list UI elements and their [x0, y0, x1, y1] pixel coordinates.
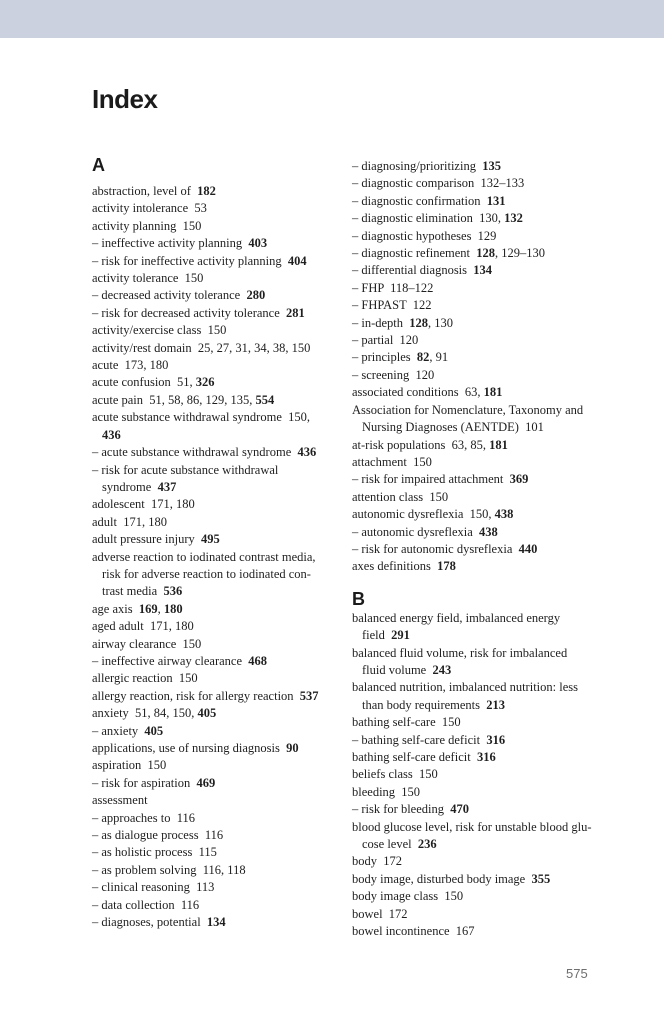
page-ref-bold: 316 — [486, 732, 506, 747]
index-entry — [352, 836, 616, 853]
index-entry — [352, 297, 616, 314]
index-entry — [92, 601, 348, 618]
index-entry — [352, 419, 616, 436]
index-entry — [92, 183, 348, 200]
index-entry — [92, 253, 348, 270]
page-ref-bold: 436 — [297, 445, 317, 460]
entry-text: bleeding 150 — [352, 784, 421, 799]
entry-text: adolescent 171, 180 — [92, 497, 195, 512]
index-entry — [352, 732, 616, 749]
index-entry — [92, 740, 348, 757]
entry-text: , 129–130 — [495, 246, 546, 261]
page-ref-bold: 403 — [248, 236, 268, 251]
page-ref-bold: 537 — [299, 688, 319, 703]
index-entry — [92, 757, 348, 774]
entry-text: assessment — [92, 793, 148, 808]
entry-text: – as holistic process 115 — [92, 845, 217, 860]
index-entry — [352, 871, 616, 888]
index-entry — [92, 235, 348, 252]
entry-text: acute 173, 180 — [92, 358, 169, 373]
index-entry — [92, 549, 348, 566]
entry-text: , 91 — [429, 350, 449, 365]
entry-text: bowel 172 — [352, 906, 408, 921]
page-ref-bold: 291 — [391, 628, 410, 643]
page-ref-bold: 436 — [102, 427, 121, 442]
entry-text: – in-depth — [352, 315, 410, 330]
entry-text: airway clearance 150 — [92, 636, 202, 651]
entry-text: bathing self-care 150 — [352, 715, 461, 730]
index-entry — [352, 245, 616, 262]
index-entry — [92, 531, 348, 548]
entry-text: – diagnoses, potential — [92, 915, 207, 930]
page-ref-bold: 495 — [201, 532, 220, 547]
page-ref-bold: 281 — [286, 305, 305, 320]
index-entry — [352, 888, 616, 905]
index-entry — [92, 723, 348, 740]
index-entry — [352, 193, 616, 210]
right-column — [352, 158, 616, 940]
entry-text: axes definitions — [352, 559, 438, 574]
index-entry — [352, 158, 616, 175]
entry-text: – acute substance withdrawal syndrome — [92, 445, 298, 460]
page-ref-bold: 236 — [417, 837, 437, 852]
index-entry — [92, 636, 348, 653]
entry-text: aged adult 171, 180 — [92, 619, 194, 634]
index-entry — [352, 853, 616, 870]
index-entry — [92, 479, 348, 496]
page-ref-bold: 468 — [248, 653, 268, 668]
page-title: Index — [92, 84, 158, 114]
entry-text: activity intolerance 53 — [92, 201, 207, 216]
index-entry — [92, 270, 348, 287]
entry-text: – diagnosing/prioritizing — [352, 159, 483, 173]
entry-text: blood glucose level, risk for unstable blood glu- — [352, 819, 592, 834]
page-ref-bold: 134 — [206, 915, 226, 930]
entry-text: activity/exercise class 150 — [92, 323, 227, 338]
index-entry — [92, 670, 348, 687]
right-column-entries-bottom — [352, 610, 616, 941]
page-ref-bold: 438 — [494, 507, 514, 522]
entry-text: – risk for acute substance withdrawal — [92, 462, 279, 477]
entry-text: – diagnostic refinement — [352, 246, 477, 261]
entry-text: syndrome — [102, 479, 158, 494]
index-entry — [352, 228, 616, 245]
page-ref-bold: 128 — [409, 315, 429, 330]
index-entry — [352, 645, 616, 662]
page-ref-bold: 554 — [255, 392, 275, 407]
entry-text: trast media — [102, 584, 164, 599]
index-entry — [352, 367, 616, 384]
page-ref-bold: 134 — [473, 263, 493, 278]
index-entry — [352, 697, 616, 714]
page-ref-bold: 181 — [489, 437, 508, 452]
page-ref-bold: 182 — [197, 184, 216, 198]
entry-text: , 130 — [428, 315, 454, 330]
entry-text: Nursing Diagnoses (AENTDE) 101 — [362, 420, 544, 435]
index-entry — [352, 524, 616, 541]
entry-text: beliefs class 150 — [352, 767, 438, 782]
index-entry — [92, 374, 348, 391]
left-column-entries — [92, 183, 348, 931]
entry-text: – risk for ineffective activity planning — [92, 253, 288, 268]
entry-text: attachment 150 — [352, 454, 432, 469]
entry-text: bathing self-care deficit — [352, 750, 477, 764]
index-entry — [92, 392, 348, 409]
entry-text: associated conditions 63, — [352, 385, 484, 400]
entry-text: – decreased activity tolerance — [92, 288, 247, 303]
page-ref-bold: 438 — [479, 524, 498, 539]
entry-text: attention class 150 — [352, 489, 449, 504]
page-number: 575 — [566, 966, 588, 981]
entry-text: adult pressure injury — [92, 532, 202, 547]
index-entry — [352, 679, 616, 696]
entry-text: at-risk populations 63, 85, — [352, 437, 490, 452]
right-column-entries-top — [352, 158, 616, 576]
entry-text: – diagnostic confirmation — [352, 193, 487, 208]
index-entry — [92, 218, 348, 235]
index-entry — [352, 610, 616, 627]
index-entry — [352, 541, 616, 558]
page-ref-bold: 82 — [416, 350, 430, 365]
index-entry — [92, 357, 348, 374]
entry-text: cose level — [362, 837, 418, 852]
index-entry — [92, 583, 348, 600]
entry-text: – autonomic dysreflexia — [352, 524, 480, 539]
page-ref-bold: 132 — [504, 211, 523, 226]
entry-text: allergy reaction, risk for allergy reaction — [92, 688, 300, 703]
index-entry — [92, 305, 348, 322]
page-ref-bold: 405 — [144, 723, 164, 738]
index-entry — [92, 340, 348, 357]
index-entry — [352, 175, 616, 192]
index-entry — [92, 705, 348, 722]
index-entry — [352, 315, 616, 332]
index-entry — [352, 262, 616, 279]
entry-text: – risk for impaired attachment — [352, 472, 510, 487]
index-entry — [92, 496, 348, 513]
entry-text: – ineffective airway clearance — [92, 653, 249, 668]
entry-text: balanced fluid volume, risk for imbalanced — [352, 645, 568, 660]
entry-text: – diagnostic hypotheses 129 — [352, 228, 497, 243]
left-column — [92, 155, 348, 931]
index-entry — [92, 862, 348, 879]
entry-text: anxiety 51, 84, 150, — [92, 706, 198, 721]
entry-text: applications, use of nursing diagnosis — [92, 741, 287, 755]
index-entry — [352, 437, 616, 454]
page-ref-bold: 213 — [486, 697, 506, 712]
index-entry — [352, 332, 616, 349]
entry-text: risk for adverse reaction to iodinated con- — [102, 566, 311, 581]
index-entry — [92, 879, 348, 896]
entry-text: – risk for bleeding — [352, 802, 451, 817]
index-entry — [92, 566, 348, 583]
index-entry — [352, 402, 616, 419]
index-entry — [92, 914, 348, 931]
page-ref-bold: 128 — [476, 246, 496, 261]
entry-text: , — [157, 601, 164, 616]
entry-text: acute confusion 51, — [92, 375, 196, 390]
index-entry — [352, 210, 616, 227]
entry-text: – screening 120 — [352, 367, 435, 382]
page-ref-bold: 470 — [450, 802, 469, 817]
entry-text: activity planning 150 — [92, 218, 202, 233]
entry-text: adult 171, 180 — [92, 514, 167, 529]
entry-text: balanced nutrition, imbalanced nutrition: less — [352, 680, 578, 695]
index-entry — [92, 653, 348, 670]
entry-text: bowel incontinence 167 — [352, 924, 475, 939]
page-ref-bold: 355 — [531, 871, 551, 886]
index-entry — [352, 784, 616, 801]
entry-text: – ineffective activity planning — [92, 236, 249, 251]
entry-text: field — [362, 628, 392, 643]
index-entry — [92, 200, 348, 217]
index-entry — [92, 827, 348, 844]
section-heading-a: A — [92, 155, 105, 175]
index-entry — [352, 558, 616, 575]
index-entry — [352, 471, 616, 488]
page-ref-bold: 180 — [163, 601, 183, 616]
page-ref-bold: 440 — [518, 541, 538, 556]
section-heading-b: B — [352, 588, 365, 609]
entry-text: – as problem solving 116, 118 — [92, 862, 246, 877]
index-entry — [92, 844, 348, 861]
index-entry — [352, 923, 616, 940]
entry-text: abstraction, level of — [92, 184, 198, 198]
entry-text: – as dialogue process 116 — [92, 828, 224, 843]
index-entry — [92, 897, 348, 914]
entry-text: – diagnostic elimination 130, — [352, 211, 505, 226]
page-ref-bold: 404 — [287, 253, 307, 268]
entry-text: body image, disturbed body image — [352, 871, 532, 886]
page-ref-bold: 369 — [509, 472, 529, 487]
index-entry — [92, 792, 348, 809]
page-ref-bold: 469 — [196, 775, 216, 790]
index-entry — [92, 409, 348, 426]
entry-text: body 172 — [352, 854, 402, 869]
entry-text: – diagnostic comparison 132–133 — [352, 176, 525, 191]
entry-text: – approaches to 116 — [92, 810, 195, 825]
entry-text: adverse reaction to iodinated contrast media, — [92, 549, 316, 564]
entry-text: acute substance withdrawal syndrome 150, — [92, 410, 310, 425]
index-entry — [352, 506, 616, 523]
page-ref-bold: 405 — [197, 706, 217, 721]
entry-text: – differential diagnosis — [352, 263, 474, 278]
entry-text: – FHPAST 122 — [352, 298, 432, 313]
entry-text: fluid volume — [362, 662, 433, 677]
page-ref-bold: 131 — [486, 193, 506, 208]
index-entry — [352, 489, 616, 506]
entry-text: – principles — [352, 350, 417, 365]
index-entry — [92, 427, 348, 444]
entry-text: – anxiety — [92, 723, 145, 738]
entry-text: allergic reaction 150 — [92, 671, 198, 686]
index-entry — [92, 688, 348, 705]
index-entry — [352, 280, 616, 297]
index-entry — [92, 810, 348, 827]
entry-text: – data collection 116 — [92, 897, 200, 912]
page-ref-bold: 316 — [476, 750, 496, 764]
entry-text: – risk for aspiration — [92, 775, 197, 790]
index-entry — [92, 775, 348, 792]
index-entry — [352, 801, 616, 818]
entry-text: – risk for autonomic dysreflexia — [352, 541, 519, 556]
entry-text: acute pain 51, 58, 86, 129, 135, — [92, 392, 256, 407]
index-entry — [92, 287, 348, 304]
entry-text: activity tolerance 150 — [92, 271, 204, 286]
index-entry — [352, 349, 616, 366]
page-ref-bold: 536 — [163, 584, 183, 599]
entry-text: age axis — [92, 601, 139, 616]
page-ref-bold: 437 — [157, 479, 177, 494]
page-header-band — [0, 0, 664, 38]
entry-text: activity/rest domain 25, 27, 31, 34, 38, 150 — [92, 340, 311, 355]
page-ref-bold: 243 — [432, 662, 452, 677]
entry-text: balanced energy field, imbalanced energy — [352, 610, 561, 625]
entry-text: – bathing self-care deficit — [352, 732, 487, 747]
entry-text: – FHP 118–122 — [352, 280, 434, 295]
entry-text: – clinical reasoning 113 — [92, 880, 215, 895]
page-ref-bold: 326 — [195, 375, 215, 390]
index-entry — [352, 454, 616, 471]
index-entry — [92, 444, 348, 461]
page-ref-bold: 181 — [483, 385, 503, 400]
index-entry — [92, 322, 348, 339]
entry-text: – partial 120 — [352, 333, 419, 348]
index-entry — [352, 819, 616, 836]
entry-text: than body requirements — [362, 697, 487, 712]
page-ref-bold: 135 — [482, 159, 501, 173]
index-entry — [92, 514, 348, 531]
index-entry — [352, 384, 616, 401]
page-ref-bold: 90 — [286, 741, 299, 755]
index-entry — [92, 462, 348, 479]
entry-text: Association for Nomenclature, Taxonomy and — [352, 402, 584, 417]
entry-text: aspiration 150 — [92, 758, 167, 773]
index-entry — [352, 662, 616, 679]
index-entry — [352, 906, 616, 923]
index-entry — [352, 714, 616, 731]
index-entry — [352, 766, 616, 783]
page-ref-bold: 169 — [138, 601, 158, 616]
index-entry — [92, 618, 348, 635]
entry-text: – risk for decreased activity tolerance — [92, 305, 287, 320]
entry-text: autonomic dysreflexia 150, — [352, 507, 495, 522]
entry-text: body image class 150 — [352, 889, 464, 904]
page-ref-bold: 178 — [437, 559, 456, 574]
page-ref-bold: 280 — [246, 288, 266, 303]
index-entry — [352, 749, 616, 766]
index-entry — [352, 627, 616, 644]
